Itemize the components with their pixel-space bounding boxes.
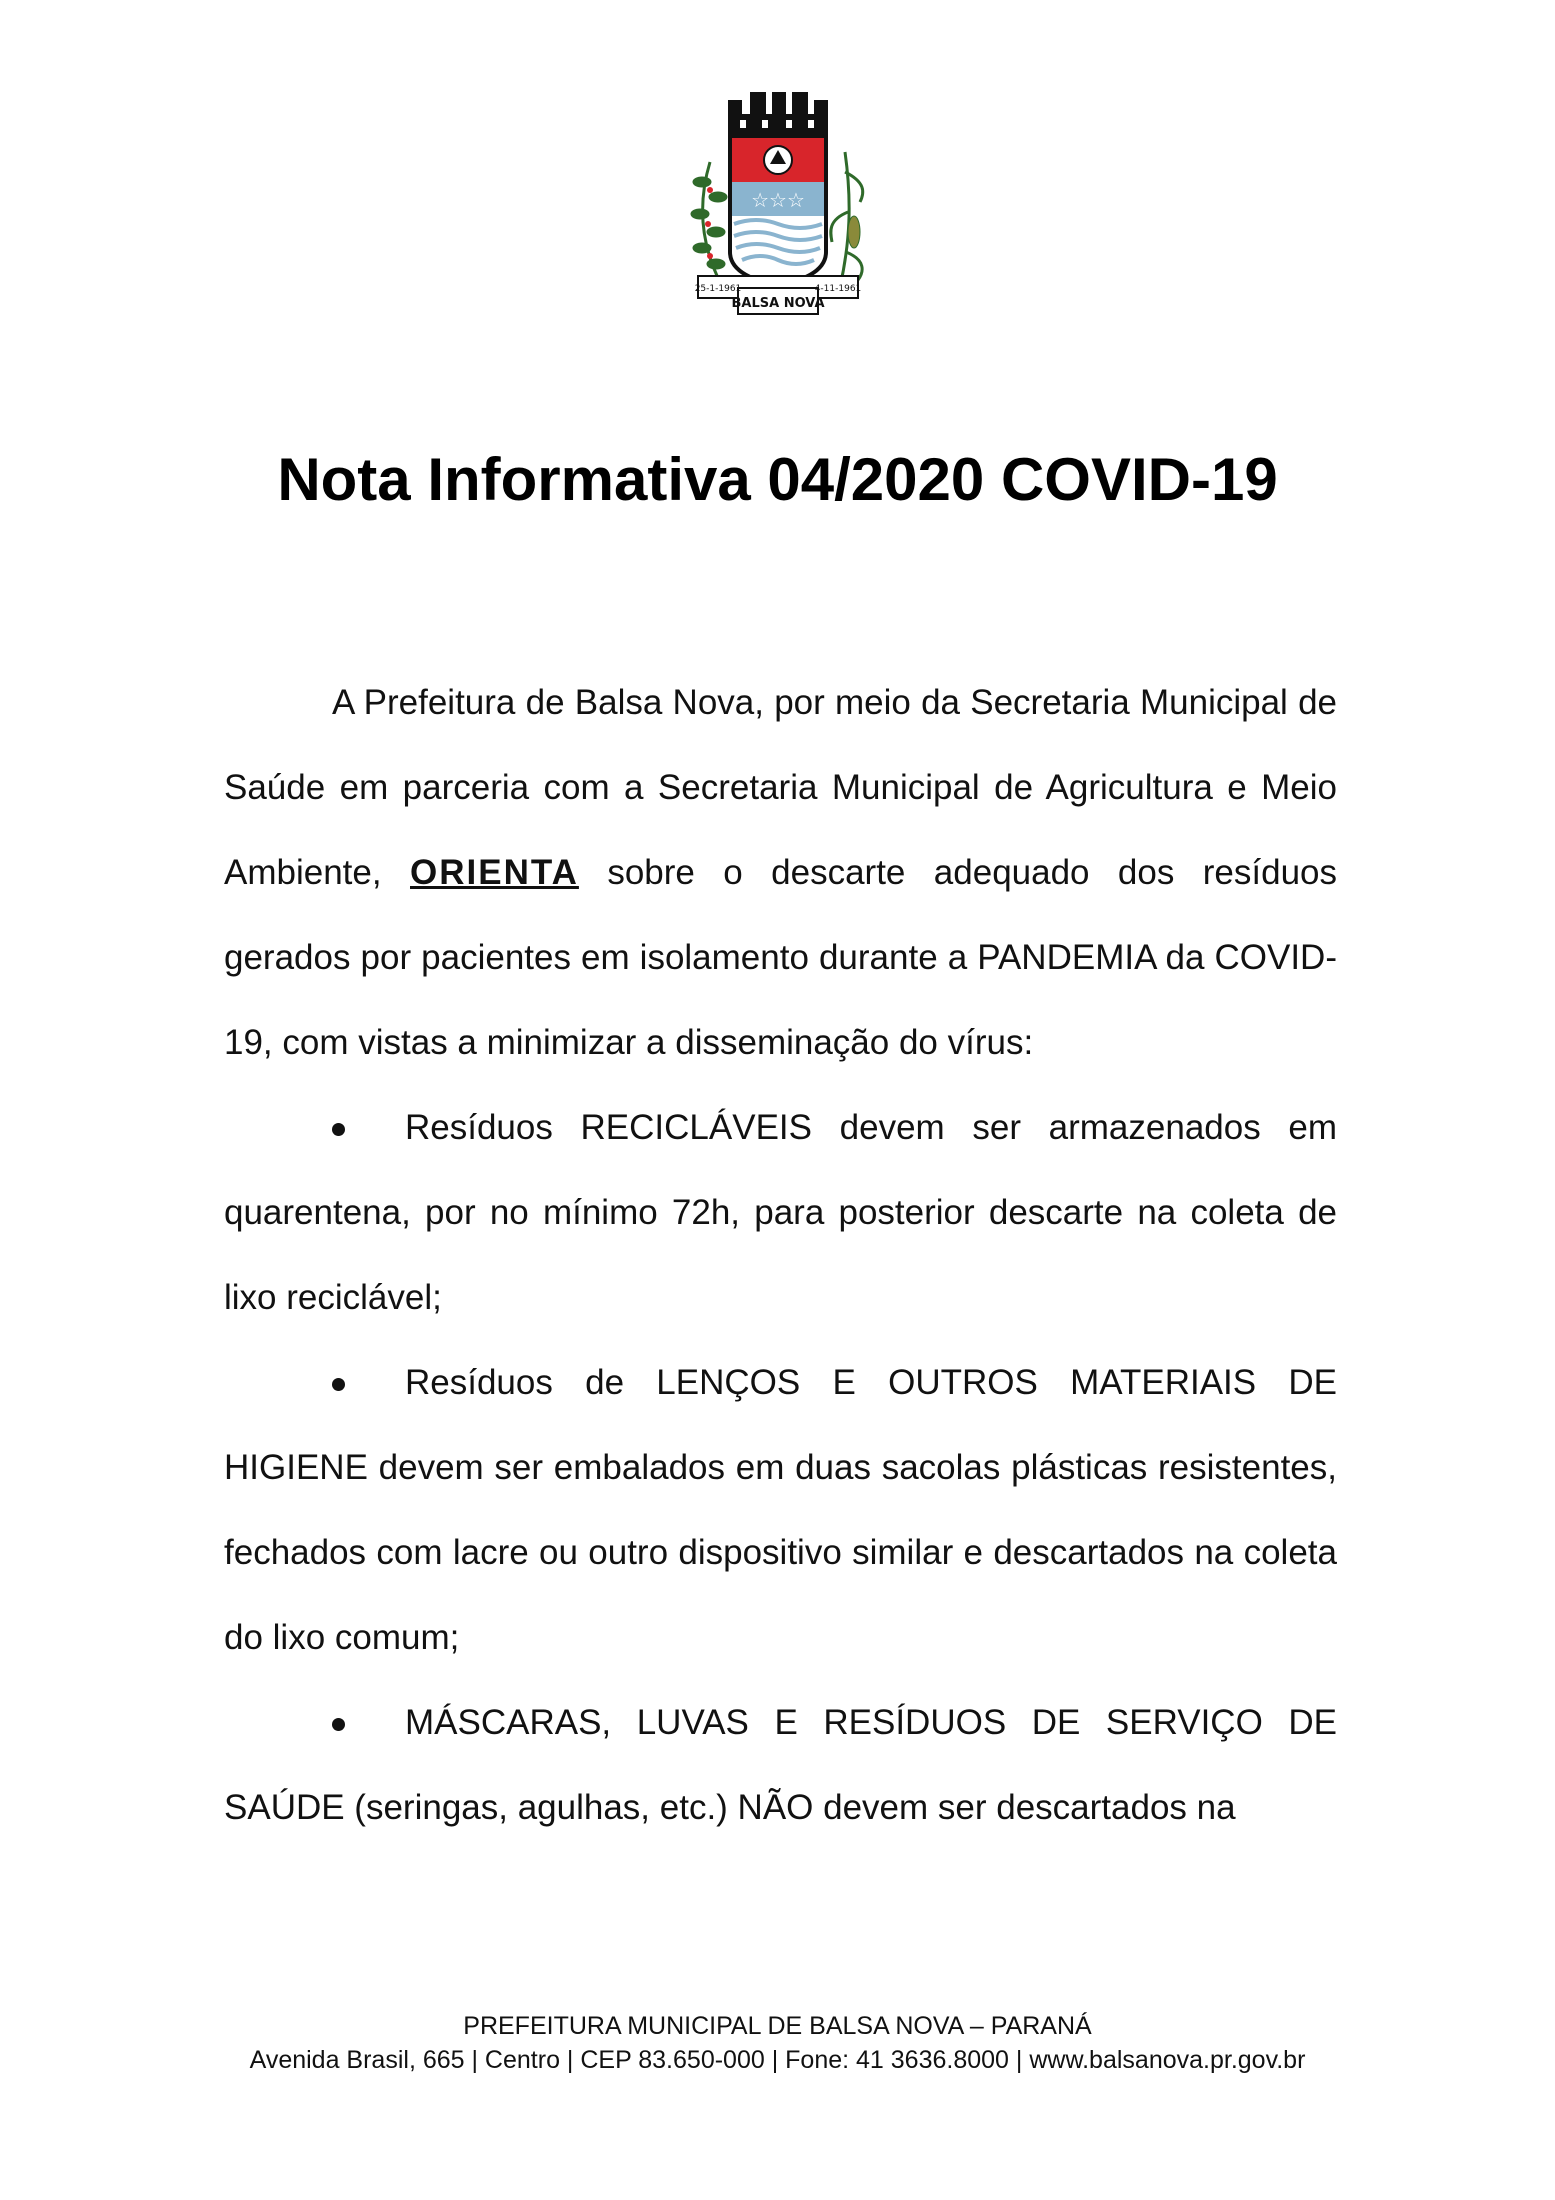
- list-item-text: Resíduos de LENÇOS E OUTROS MATERIAIS DE HIGIENE devem ser embalados em duas sacolas plásticas resistentes, fechados com lacre ou outro dispositivo similar e descartados na coleta do lixo comum;: [224, 1363, 1337, 1657]
- list-item-text: MÁSCARAS, LUVAS E RESÍDUOS DE SERVIÇO DE SAÚDE (seringas, agulhas, etc.) NÃO devem ser descartados na: [224, 1703, 1337, 1827]
- orienta-emphasis: ORIENTA: [410, 853, 579, 892]
- document-title: Nota Informativa 04/2020 COVID-19: [277, 446, 1278, 513]
- bullet-icon: [332, 1378, 345, 1391]
- svg-text:☆☆☆: ☆☆☆: [751, 188, 805, 212]
- bullet-icon: [332, 1123, 345, 1136]
- balsa-nova-coat-of-arms: [680, 92, 876, 322]
- footer-contact: Avenida Brasil, 665 | Centro | CEP 83.650-000 | Fone: 41 3636.8000 | www.balsanova.pr.gov.br: [249, 2046, 1306, 2074]
- intro-text-before: A Prefeitura de Balsa Nova, por meio da Secretaria Municipal de Saúde em parceria com a Secretaria Municipal de Agricultura e Meio Ambiente,: [224, 683, 1337, 892]
- footer-institution: PREFEITURA MUNICIPAL DE BALSA NOVA – PARANÁ: [463, 2012, 1092, 2040]
- list-item-text: Resíduos RECICLÁVEIS devem ser armazenados em quarentena, por no mínimo 72h, para posterior descarte na coleta de lixo reciclável;: [224, 1108, 1337, 1317]
- ribbon-label: BALSA NOVA: [731, 296, 825, 311]
- intro-paragraph: [224, 660, 1337, 1085]
- document-body: [224, 660, 1337, 1850]
- founding-date-right: 4-11-1961: [814, 284, 862, 294]
- bullet-icon: [332, 1718, 345, 1731]
- mural-crown: [728, 92, 828, 134]
- ribbon: [695, 276, 862, 314]
- list-item: [224, 1085, 1337, 1340]
- corn-plant-icon: [831, 152, 863, 287]
- coffee-branch-icon: [691, 162, 727, 282]
- shield: [730, 136, 826, 284]
- list-item: [224, 1680, 1337, 1850]
- list-item: [224, 1340, 1337, 1680]
- intro-text-after: sobre o descarte adequado dos resíduos gerados por pacientes em isolamento durante a PANDEMIA da COVID-19, com vistas a minimizar a disseminação do vírus:: [224, 853, 1338, 1062]
- founding-date-left: 25-1-1961: [694, 284, 742, 294]
